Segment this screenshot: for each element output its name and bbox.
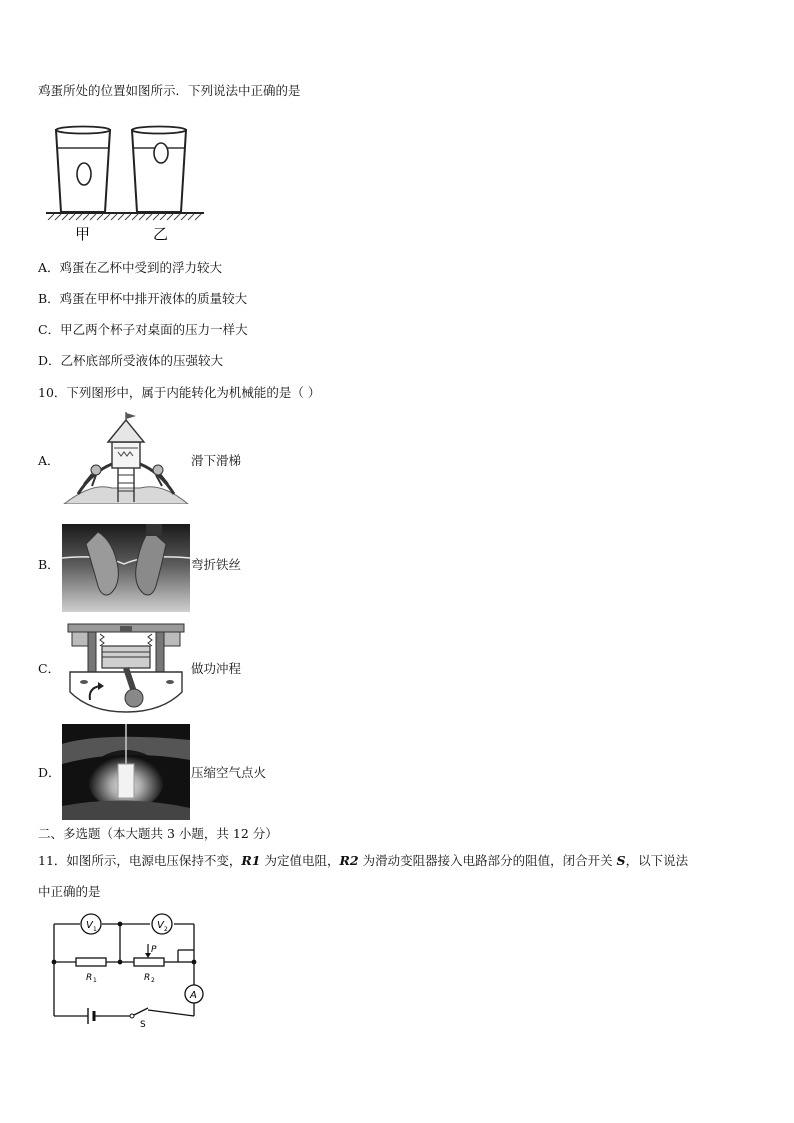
cups-figure [44, 120, 214, 245]
r2-label: R [144, 973, 151, 983]
r1-sub: 1 [93, 977, 97, 984]
v2-sub: 2 [164, 926, 168, 933]
label-yi: 乙 [153, 225, 169, 243]
circuit-diagram [44, 910, 214, 1030]
a-label: A [190, 990, 197, 1001]
q10-option-a-caption: 滑下滑梯 [191, 453, 242, 468]
q10-option-d-caption: 压缩空气点火 [191, 765, 267, 780]
section-heading: 二、多选题（本大题共 3 小题，共 12 分） [38, 826, 278, 841]
v1-label: V [86, 920, 93, 931]
engine-stroke-image [62, 620, 190, 714]
q11-stem-line1: 11．如图所示，电源电压保持不变，R1 为定值电阻，R2 为滑动变阻器接入电路部分的阻值，闭合开关 S，以下说法 [38, 853, 689, 868]
r2-sub: 2 [151, 977, 155, 984]
q9-option-d: D．乙杯底部所受液体的压强较大 [38, 353, 224, 368]
q10-option-c-caption: 做功冲程 [191, 661, 242, 676]
q10-stem: 10．下列图形中，属于内能转化为机械能的是（ ） [38, 385, 321, 400]
rheostat-r2 [134, 958, 164, 966]
q9-option-a: A．鸡蛋在乙杯中受到的浮力较大 [38, 260, 223, 275]
r1-label: R [86, 973, 93, 983]
q10-option-a-letter: A． [38, 453, 60, 468]
q10-option-b-letter: B． [38, 557, 60, 572]
q11-stem-line2: 中正确的是 [38, 884, 101, 899]
q10-option-d-letter: D． [38, 765, 61, 780]
compressed-air-ignition-image [62, 724, 190, 820]
egg-yi [154, 143, 168, 163]
s-label: S [140, 1020, 146, 1030]
v1-sub: 1 [93, 926, 97, 933]
q9-option-c: C．甲乙两个杯子对桌面的压力一样大 [38, 322, 248, 337]
label-jia: 甲 [75, 225, 91, 243]
v2-label: V [157, 920, 164, 931]
q9-option-b: B．鸡蛋在甲杯中排开液体的质量较大 [38, 291, 248, 306]
p-label: P [151, 945, 157, 955]
q10-option-c-letter: C． [38, 661, 61, 676]
egg-jia [77, 163, 91, 185]
slide-image [62, 412, 190, 504]
resistor-r1 [76, 958, 106, 966]
q10-option-b-caption: 弯折铁丝 [191, 557, 242, 572]
q9-stem: 鸡蛋所处的位置如图所示．下列说法中正确的是 [38, 83, 301, 98]
bending-wire-image [62, 524, 190, 612]
